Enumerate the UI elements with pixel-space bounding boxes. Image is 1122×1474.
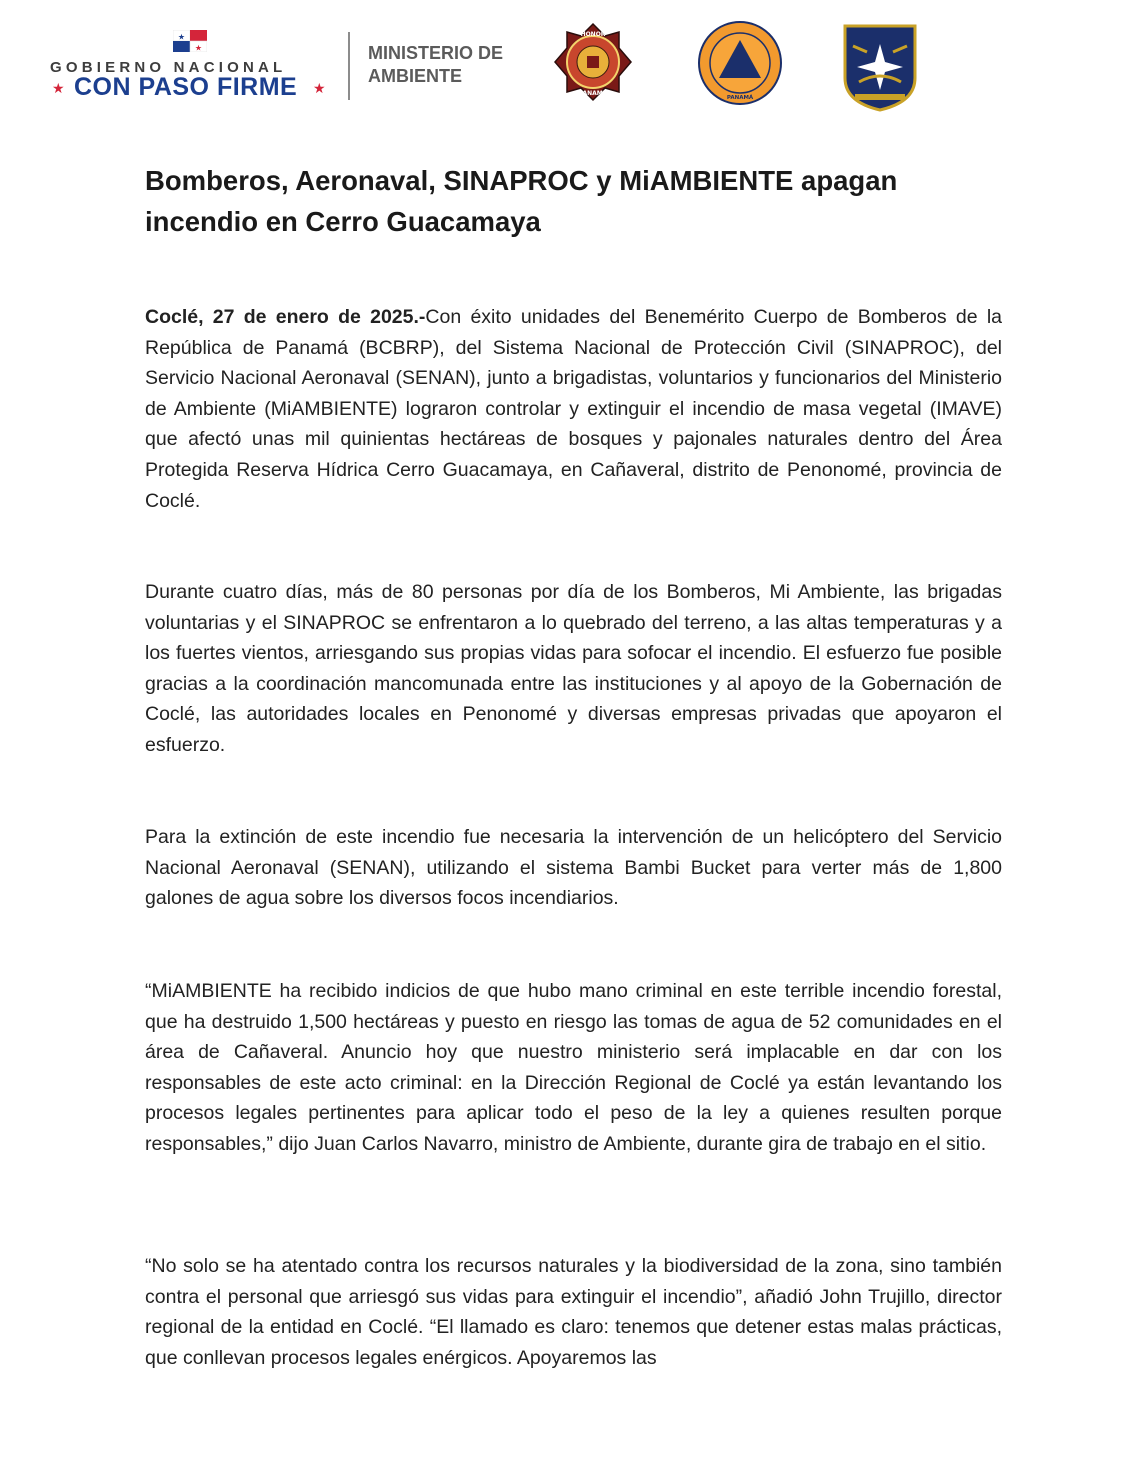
headline: Bomberos, Aeronaval, SINAPROC y MiAMBIENTE apagan incendio en Cerro Guacamaya [145, 165, 898, 237]
svg-text:★: ★ [194, 43, 203, 52]
paragraph-3: Para la extinción de este incendio fue necesaria la intervención de un helicóptero del Servicio Nacional Aeronaval (SENAN), utilizando el sistema Bambi Bucket para verter más de 1,800 galones de agua sobre los diversos focos incendiarios. [145, 826, 1002, 910]
press-release [145, 160, 1002, 1369]
dateline: Coclé, 27 de enero de 2025.- [145, 306, 426, 328]
svg-text:HONOR: HONOR [580, 31, 606, 38]
sinaproc-emblem [697, 20, 783, 106]
svg-text:PANAMÁ: PANAMÁ [578, 90, 608, 97]
gobierno-nacional-logo [50, 30, 340, 102]
red-star-icon: ★ [52, 80, 65, 96]
bomberos-panama-emblem [553, 22, 633, 102]
panama-flag-icon [173, 30, 207, 52]
ministry-line: MINISTERIO DE [368, 43, 504, 63]
letterhead [0, 0, 1122, 130]
paragraph-4: “MiAMBIENTE ha recibido indicios de que hubo mano criminal en este terrible incendio forestal, que ha destruido 1,500 hectáreas y puesto en riesgo las tomas de agua de 52 comunidades en el área de Cañaveral. Anuncio hoy que nuestro ministerio será implacable en dar con los responsables de este acto criminal: en la Dirección Regional de Coclé ya están levantando los procesos legales pertinentes para aplicar todo el peso de la ley a quienes resulten porque responsables,” dijo Juan Carlos Navarro, ministro de Ambiente, durante gira de trabajo en el sitio. [145, 980, 1002, 1155]
paragraph-1-body: Con éxito unidades del Benemérito Cuerpo de Bomberos de la República de Panamá (BCBRP), del Sistema Nacional de Protección Civil (SINAPROC), del Servicio Nacional Aeronaval (SENAN), junto a brigadistas, voluntarios y funcionarios del Ministerio de Ambiente (MiAMBIENTE) lograron controlar y extinguir el incendio de masa vegetal (IMAVE) que afectó unas mil quinientas hectáreas de bosques y pajonales naturales dentro del Área Protegida Reserva Hídrica Cerro Guacamaya, en Cañaveral, distrito de Penonomé, provincia de Coclé. [145, 306, 1002, 512]
svg-text:PANAMÁ: PANAMÁ [726, 95, 754, 101]
gov-logo-top-text: GOBIERNO NACIONAL [50, 59, 287, 76]
senan-aeronaval-emblem [841, 22, 919, 112]
paragraph-2: Durante cuatro días, más de 80 personas por día de los Bomberos, Mi Ambiente, las brigadas voluntarias y el SINAPROC se enfrentaron a lo quebrado del terreno, a las altas temperaturas y a los fuertes vientos, arriesgando sus propias vidas para sofocar el incendio. El esfuerzo fue posible gracias a la coordinación mancomunada entre las instituciones y al apoyo de la Gobernación de Coclé, las autoridades locales en Penonomé y diversas empresas privadas que apoyaron el esfuerzo. [145, 581, 1002, 756]
svg-text:★: ★ [177, 32, 186, 42]
gov-logo-bottom-text: CON PASO FIRME [74, 73, 298, 101]
ministry-line: AMBIENTE [368, 66, 462, 86]
paragraph-1 [145, 302, 1002, 516]
paragraph-5: “No solo se ha atentado contra los recursos naturales y la biodiversidad de la zona, sino también contra el personal que arriesgó sus vidas para extinguir el incendio”, añadió John Trujillo, director regional de la entidad en Coclé. “El llamado es claro: tenemos que detener estas malas prácticas, que conllevan procesos legales enérgicos. Apoyaremos las [145, 1255, 1002, 1369]
red-star-icon: ★ [313, 80, 326, 96]
logo-divider [348, 32, 350, 100]
ministerio-ambiente-logo [368, 42, 503, 88]
